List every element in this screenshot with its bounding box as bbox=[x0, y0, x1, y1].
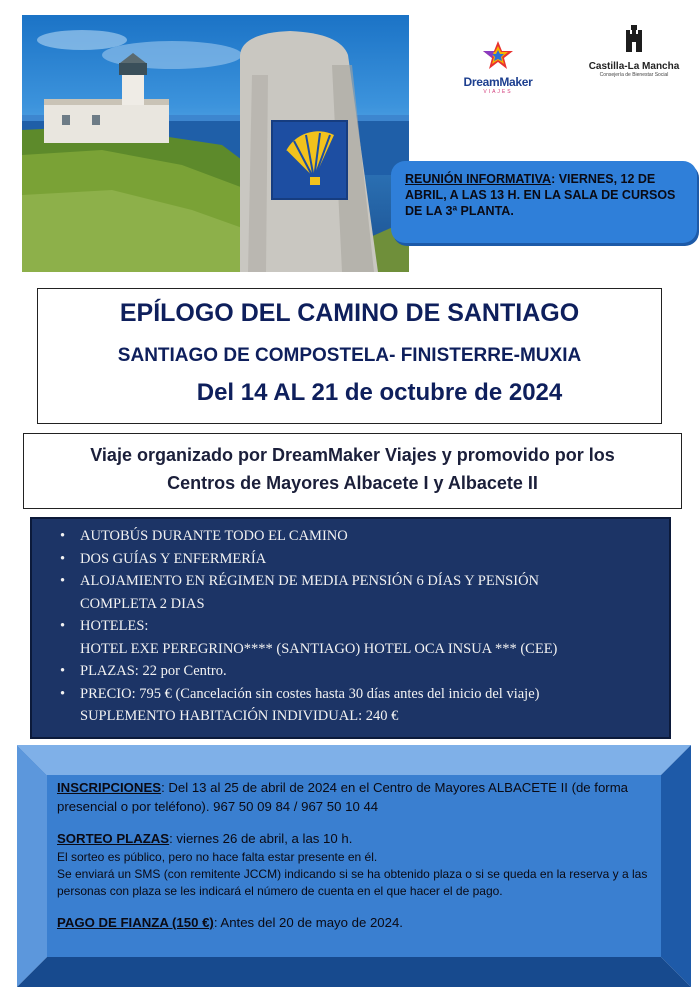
hero-photo bbox=[22, 15, 409, 272]
meeting-label: REUNIÓN INFORMATIVA bbox=[405, 172, 552, 186]
title-box bbox=[37, 288, 662, 424]
bullet-icon: • bbox=[60, 685, 66, 702]
draw-paragraph bbox=[57, 830, 657, 849]
draw-text: : viernes 26 de abril, a las 10 h. bbox=[169, 831, 353, 846]
organizer-box bbox=[23, 433, 682, 509]
feature-item bbox=[54, 548, 655, 571]
feature-text: HOTELES: bbox=[80, 618, 149, 634]
feature-text-cont: COMPLETA 2 DIAS bbox=[80, 595, 205, 612]
deposit-paragraph bbox=[57, 914, 657, 933]
bullet-icon: • bbox=[60, 550, 66, 567]
meeting-info-box bbox=[391, 161, 697, 243]
registration-label: INSCRIPCIONES bbox=[57, 780, 162, 795]
feature-item bbox=[54, 615, 655, 660]
deposit-text: : Antes del 20 de mayo de 2024. bbox=[213, 914, 403, 930]
meeting-text: : VIERNES, 12 DE ABRIL, A LAS 13 H. EN LA SALA DE CURSOS DE LA 3ª PLANTA. bbox=[405, 172, 676, 218]
dreammaker-star-icon bbox=[481, 40, 515, 70]
draw-label: SORTEO PLAZAS bbox=[57, 831, 170, 846]
registration-content bbox=[57, 779, 657, 932]
registration-text: : Del 13 al 25 de abril de 2024 en el Centro de Mayores ALBACETE II (de forma presencial o por teléfono). 967 50 09 84 / 967 50 10 44 bbox=[57, 780, 629, 814]
feature-text: ALOJAMIENTO EN RÉGIMEN DE MEDIA PENSIÓN 6 DÍAS Y PENSIÓN bbox=[80, 573, 540, 589]
feature-text-cont: HOTEL EXE PEREGRINO**** (SANTIAGO) HOTEL OCA INSUA *** (CEE) bbox=[80, 640, 558, 657]
feature-item bbox=[54, 683, 655, 728]
main-title: EPÍLOGO DEL CAMINO DE SANTIAGO bbox=[119, 299, 580, 327]
feature-item bbox=[54, 570, 655, 615]
registration-paragraph bbox=[57, 779, 657, 816]
feature-text-cont: SUPLEMENTO HABITACIÓN INDIVIDUAL: 240 € bbox=[80, 708, 399, 724]
feature-text: AUTOBÚS DURANTE TODO EL CAMINO bbox=[80, 528, 348, 544]
bullet-icon: • bbox=[60, 618, 66, 634]
castle-emblem-icon bbox=[623, 24, 645, 54]
dreammaker-name: DreamMaker bbox=[463, 75, 533, 89]
dreammaker-logo bbox=[458, 40, 538, 95]
features-box bbox=[30, 517, 671, 739]
draw-note-2: Se enviará un SMS (con remitente JCCM) indicando si se ha obtenido plaza o si se queda en la reserva y a las personas con plaza se les indicará el número de cuenta en el que hacer el de pago. bbox=[57, 866, 648, 898]
route-subtitle: SANTIAGO DE COMPOSTELA- FINISTERRE-MUXIA bbox=[117, 345, 582, 366]
feature-text: DOS GUÍAS Y ENFERMERÍA bbox=[80, 550, 267, 567]
bullet-icon: • bbox=[60, 663, 66, 679]
castilla-la-mancha-logo bbox=[588, 24, 680, 84]
features-list bbox=[54, 525, 655, 728]
registration-info-box bbox=[17, 745, 691, 987]
clm-sub: Consejería de Bienestar Social bbox=[599, 72, 669, 78]
trip-dates: Del 14 AL 21 de octubre de 2024 bbox=[196, 379, 563, 406]
deposit-label: PAGO DE FIANZA (150 €) bbox=[57, 914, 214, 930]
bullet-icon: • bbox=[60, 528, 66, 544]
bullet-icon: • bbox=[60, 573, 66, 589]
feature-text: PLAZAS: 22 por Centro. bbox=[80, 663, 227, 679]
dreammaker-sub: VIAJES bbox=[483, 89, 513, 95]
feature-item bbox=[54, 660, 655, 683]
organizer-line-1: Viaje organizado por DreamMaker Viajes y promovido por los bbox=[90, 445, 615, 465]
feature-item bbox=[54, 525, 655, 548]
feature-text: PRECIO: 795 € (Cancelación sin costes hasta 30 días antes del inicio del viaje) bbox=[80, 685, 540, 702]
clm-name: Castilla-La Mancha bbox=[588, 61, 680, 72]
draw-note-1: El sorteo es público, pero no hace falta estar presente en él. bbox=[57, 849, 378, 864]
organizer-line-2: Centros de Mayores Albacete I y Albacete II bbox=[167, 473, 538, 493]
